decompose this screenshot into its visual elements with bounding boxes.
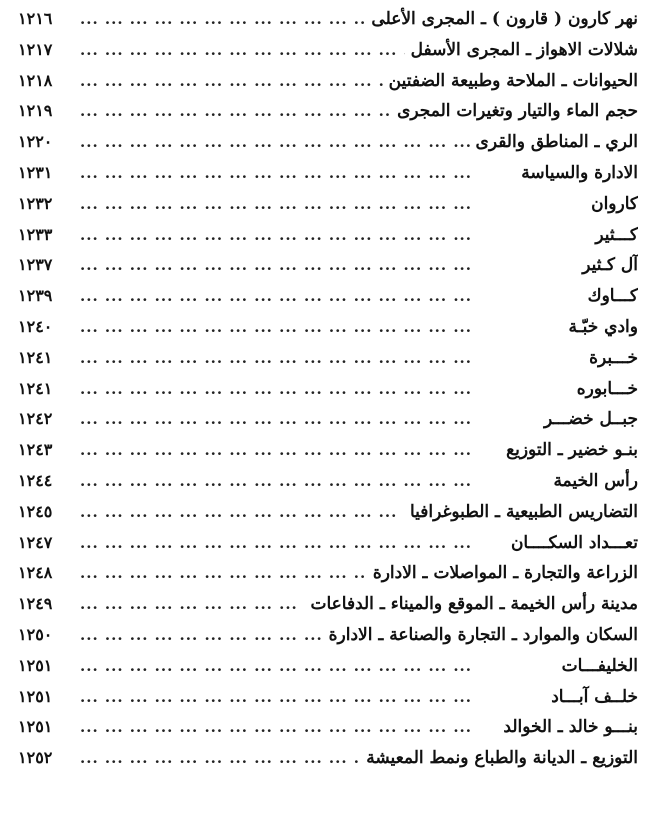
entry-page-number: ١٢٣٣ [18,224,53,244]
entry-title: التضاريس الطبيعية ـ الطبوغرافيا [409,501,638,522]
toc-entry [18,435,638,466]
entry-page-number: ١٢١٧ [18,39,53,59]
entry-title: الادارة والسياسة [521,162,638,183]
toc-entry [18,35,638,66]
toc-entry [18,127,638,158]
entry-page-number: ١٢٣٢ [18,193,53,213]
entry-title: وادي خبّـة [568,316,638,337]
dot-leader [80,35,405,66]
toc-entry [18,4,638,35]
toc-entry [18,712,638,743]
entry-title: كاروان [591,193,638,214]
toc-entry [18,651,638,682]
toc-entry [18,528,638,559]
dot-leader [80,127,470,158]
entry-page-number: ١٢٥١ [18,717,53,737]
toc-entry [18,589,638,620]
toc-entry [18,281,638,312]
dot-leader [80,682,545,713]
toc-entry [18,374,638,405]
toc-entry [18,404,638,435]
dot-leader [80,404,538,435]
entry-title: نهر كارون ( قارون ) ـ المجرى الأعلى [371,9,638,29]
entry-title: رأس الخيمة [553,470,638,491]
entry-page-number: ١٢٣٩ [18,286,53,306]
entry-page-number: ١٢٤٤ [18,470,53,490]
table-of-contents [18,4,638,774]
entry-page-number: ١٢١٨ [18,70,53,90]
dot-leader [80,712,497,743]
dot-leader [80,466,547,497]
entry-title: جبــل خضـــر [544,409,638,430]
entry-page-number: ١٢٣٧ [18,255,53,275]
dot-leader [80,96,391,127]
entry-page-number: ١٢٤١ [18,378,53,398]
toc-entry [18,682,638,713]
dot-leader [80,250,576,281]
entry-page-number: ١٢١٩ [18,101,53,121]
entry-title: شلالات الاهواز ـ المجرى الأسفل [410,39,638,60]
entry-title: الري ـ المناطق والقرى [475,132,638,153]
entry-title: الحيوانات ـ الملاحة وطبيعة الضفتين [388,70,638,91]
toc-entry [18,620,638,651]
dot-leader [80,158,515,189]
entry-title: مدينة رأس الخيمة ـ الموقع والميناء ـ الدفاعات [310,594,638,615]
entry-page-number: ١٢٥٠ [18,624,53,644]
entry-title: كـــاوك [587,286,638,307]
toc-entry [18,220,638,251]
toc-entry [18,743,638,774]
entry-page-number: ١٢٣١ [18,162,53,182]
dot-leader [80,528,505,559]
dot-leader [80,497,404,528]
entry-title: خـــابوره [576,378,638,399]
entry-title: خلــف آبـــاد [551,686,638,707]
dot-leader [80,374,571,405]
entry-page-number: ١٢٥١ [18,655,53,675]
entry-title: خـــبرة [589,347,638,368]
dot-leader [80,743,360,774]
toc-entry [18,250,638,281]
entry-title: حجم الماء والتيار وتغيرات المجرى [397,101,638,122]
entry-page-number: ١٢٥١ [18,686,53,706]
entry-title: تعـــداد السكــــان [510,532,638,553]
toc-entry [18,558,638,589]
toc-entry [18,158,638,189]
entry-page-number: ١٢٤٥ [18,501,53,521]
entry-title: بنـو خضير ـ التوزيع [506,440,638,461]
entry-page-number: ١٢٤٢ [18,409,53,429]
entry-page-number: ١٢٤٠ [18,316,53,336]
toc-entry [18,466,638,497]
entry-title: السكان والموارد ـ التجارة والصناعة ـ الادارة [328,624,638,645]
entry-page-number: ١٢٤٨ [18,563,53,583]
toc-entry [18,312,638,343]
entry-title: التوزيع ـ الديانة والطباع ونمط المعيشة [366,748,638,769]
toc-entry [18,343,638,374]
dot-leader [80,651,556,682]
entry-page-number: ١٢٤١ [18,347,53,367]
dot-leader [80,281,582,312]
toc-entry [18,66,638,97]
entry-page-number: ١٢٤٩ [18,594,53,614]
dot-leader [80,4,365,35]
dot-leader [80,558,367,589]
entry-page-number: ١٢١٦ [18,9,53,28]
dot-leader [80,620,323,651]
entry-page-number: ١٢٤٣ [18,440,53,460]
entry-title: كـــثير [595,224,638,245]
toc-entry [18,497,638,528]
entry-title: بنـــو خالد ـ الخوالد [503,717,638,738]
dot-leader [80,589,304,620]
dot-leader [80,66,383,97]
entry-page-number: ١٢٤٧ [18,532,53,552]
dot-leader [80,220,589,251]
entry-title: الخليفـــات [561,655,638,676]
entry-page-number: ١٢٥٢ [18,748,53,768]
toc-entry [18,189,638,220]
toc-entry [18,96,638,127]
dot-leader [80,312,563,343]
entry-title: آل كـثير [582,255,638,276]
dot-leader [80,435,500,466]
entry-page-number: ١٢٢٠ [18,132,53,152]
entry-title: الزراعة والتجارة ـ المواصلات ـ الادارة [372,563,638,584]
dot-leader [80,189,585,220]
dot-leader [80,343,583,374]
